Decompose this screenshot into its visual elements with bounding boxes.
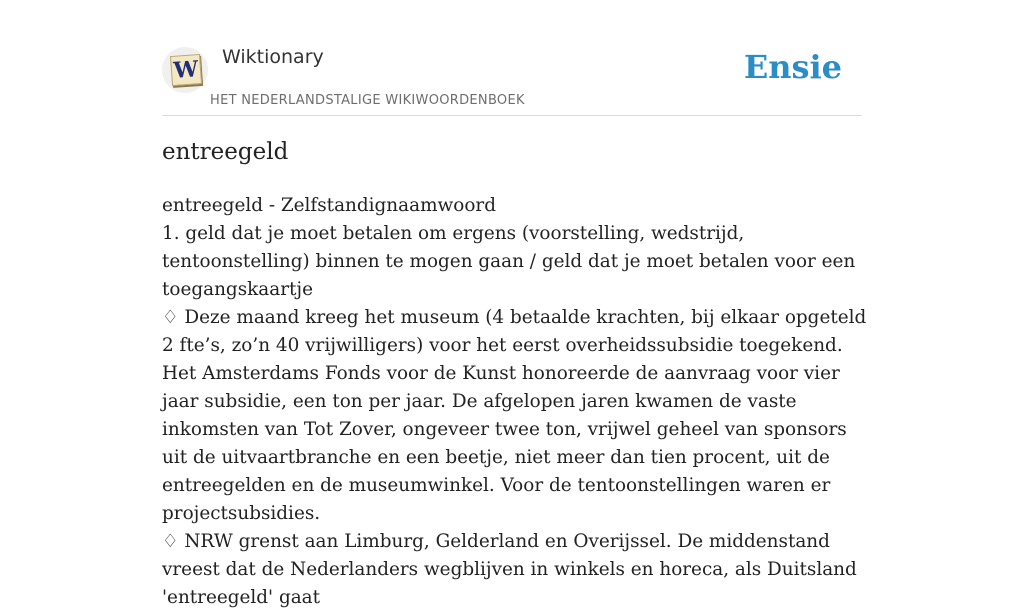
- ensie-brand-logo[interactable]: Ensie: [743, 48, 842, 86]
- example-sentence: ♢ NRW grenst aan Limburg, Gelderland en Overijssel. De middenstand vreest dat de Nederlanders wegblijven in winkels en horeca, als Duitsland 'entreegeld' gaat: [162, 531, 857, 608]
- wiktionary-logo-tile: W: [170, 54, 202, 86]
- site-tagline: HET NEDERLANDSTALIGE WIKIWOORDENBOEK: [210, 93, 525, 108]
- definition: 1. geld dat je moet betalen om ergens (voorstelling, wedstrijd, tentoonstelling) binnen te mogen gaan / geld dat je moet betalen voor een toegangskaartje: [162, 223, 856, 300]
- site-name[interactable]: Wiktionary: [222, 46, 324, 68]
- part-of-speech-line: entreegeld - Zelfstandignaamwoord: [162, 195, 496, 216]
- entry-content: [162, 192, 868, 612]
- entry-title: entreegeld: [162, 139, 289, 165]
- site-header: [162, 40, 862, 116]
- example-sentence: ♢ Deze maand kreeg het museum (4 betaalde krachten, bij elkaar opgeteld 2 fte’s, zo’n 40 vrijwilligers) voor het eerst overheidssubsidie toegekend. Het Amsterdams Fonds voor de Kunst honoreerde de aanvraag voor vier jaar subsidie, een ton per jaar. De afgelopen jaren kwamen de vaste inkomsten van Tot Zover, ongeveer twee ton, vrijwel geheel van sponsors uit de uitvaartbranche en een beetje, niet meer dan tien procent, uit de entreegelden en de museumwinkel. Voor de tentoonstellingen waren er projectsubsidies.: [162, 307, 867, 524]
- wiktionary-logo[interactable]: [162, 47, 208, 93]
